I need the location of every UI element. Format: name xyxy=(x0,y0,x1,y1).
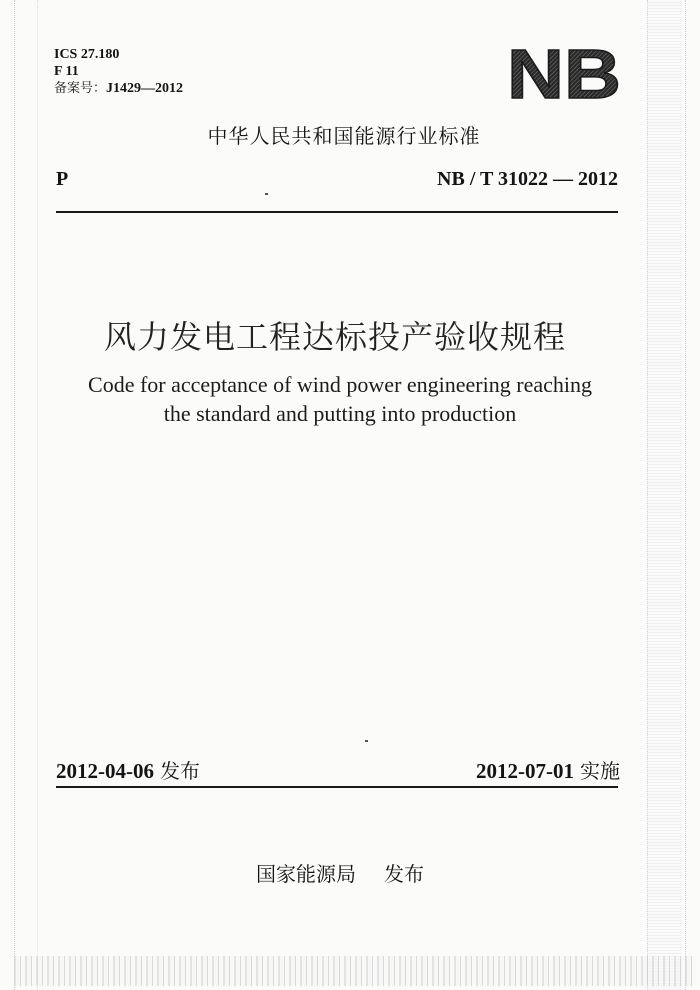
ics-code: ICS 27.180 xyxy=(54,47,120,62)
issue-date-block xyxy=(56,755,200,784)
title-english xyxy=(40,370,640,428)
issuer-name: 国家能源局 xyxy=(256,862,356,886)
scan-speck xyxy=(265,193,268,195)
org-title: 中华人民共和国能源行业标准 xyxy=(207,124,481,148)
nb-logo-text: NB xyxy=(507,40,621,102)
ccs-code: F 11 xyxy=(54,64,79,79)
record-number-label: 备案号： xyxy=(54,81,107,96)
top-divider xyxy=(56,211,618,213)
classification-block xyxy=(54,46,183,97)
title-english-line-2: the standard and putting into production xyxy=(163,401,517,426)
implement-label: 实施 xyxy=(580,759,620,783)
issuer-label: 发布 xyxy=(384,862,424,886)
title-chinese: 风力发电工程达标投产验收规程 xyxy=(103,318,566,356)
record-number-value: J1429—2012 xyxy=(106,81,184,96)
implement-date: 2012-07-01 xyxy=(476,759,574,783)
title-english-line-1: Code for acceptance of wind power engineering reaching xyxy=(88,372,592,397)
scan-speck xyxy=(365,740,368,742)
scan-edge-bottom xyxy=(14,956,696,986)
category-code: P xyxy=(56,168,69,190)
issuer-block xyxy=(0,858,680,887)
standard-number: NB / T 31022 — 2012 xyxy=(437,168,618,190)
issue-date: 2012-04-06 xyxy=(56,759,154,783)
nb-logo xyxy=(505,40,623,102)
record-number-row xyxy=(54,80,183,97)
issue-label: 发布 xyxy=(160,759,200,783)
implement-date-block xyxy=(476,755,620,784)
bottom-divider xyxy=(56,786,618,788)
